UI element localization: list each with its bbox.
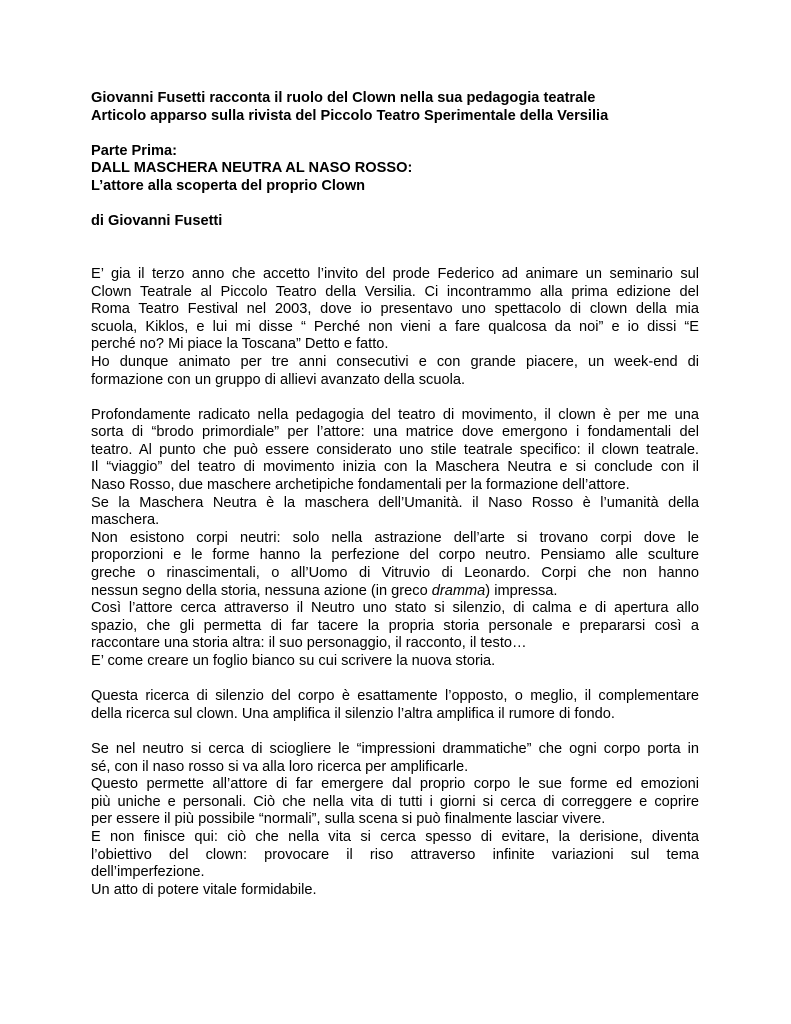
text-line: sé, con il naso rosso si va alla loro ricerca per amplificarle. <box>91 758 469 775</box>
text-line: spazio, che gli permetta di far tacere la propria storia personale e prepararsi così a <box>91 617 699 634</box>
text-line: E non finisce qui: ciò che nella vita si cerca spesso di evitare, la derisione, diventa <box>91 828 699 845</box>
article-header <box>91 90 699 125</box>
text-segment: nessun segno della storia, nessuna azione (in greco <box>91 582 432 599</box>
paragraph-2 <box>91 407 699 671</box>
text-line: Se la Maschera Neutra è la maschera dell’Umanità. il Naso Rosso è l’umanità della <box>91 494 699 511</box>
section-subtitle: L’attore alla scoperta del proprio Clown <box>91 177 366 194</box>
text-line: greche o rinascimentali, o all’Uomo di Vitruvio di Leonardo. Corpi che non hanno <box>91 565 699 582</box>
text-line: sorta di “brodo primordiale” per l’attore: una matrice dove emergono i fondamentali del <box>91 424 699 441</box>
section-heading <box>91 143 699 196</box>
article-title: Giovanni Fusetti racconta il ruolo del Clown nella sua pedagogia teatrale <box>91 90 596 106</box>
text-line: scuola, Kiklos, e lui mi disse “ Perché non vieni a fare qualcosa da noi” e io dissi “E <box>91 318 699 335</box>
text-line: Roma Teatro Festival nel 2003, dove io presentavo uno spettacolo di clown della mia <box>91 301 699 318</box>
text-line: Profondamente radicato nella pedagogia del teatro di movimento, il clown è per me una <box>91 406 699 423</box>
text-line: più uniche e personali. Ciò che nella vita di tutti i giorni si cerca di correggere e coprire <box>91 793 699 810</box>
text-line: dell’imperfezione. <box>91 864 205 881</box>
text-line: Clown Teatrale al Piccolo Teatro della Versilia. Ci incontrammo alla prima edizione del <box>91 283 699 300</box>
text-line: E’ come creare un foglio bianco su cui scrivere la nuova storia. <box>91 653 496 669</box>
text-line: l’obiettivo del clown: provocare il riso attraverso infinite variazioni sul tema <box>91 846 699 863</box>
text-line: maschera. <box>91 512 160 529</box>
text-line: Un atto di potere vitale formidabile. <box>91 881 317 898</box>
text-line: Ho dunque animato per tre anni consecutivi e con grande piacere, un week-end di <box>91 353 699 370</box>
text-line <box>91 583 699 601</box>
paragraph-3 <box>91 688 699 723</box>
text-line: formazione con un gruppo di allievi avanzato della scuola. <box>91 371 465 388</box>
text-line: Così l’attore cerca attraverso il Neutro uno stato si silenzio, di calma e di apertura allo <box>91 600 699 617</box>
text-line: Naso Rosso, due maschere archetipiche fondamentali per la formazione dell’attore. <box>91 477 630 494</box>
paragraph-1 <box>91 266 699 389</box>
text-line: Se nel neutro si cerca di sciogliere le “impressioni drammatiche” che ogni corpo porta in <box>91 740 699 757</box>
part-label: Parte Prima: <box>91 142 177 159</box>
italic-word: dramma <box>431 582 486 599</box>
text-line: proporzioni e le forme hanno la perfezione del corpo neutro. Pensiamo alle sculture <box>91 547 699 564</box>
text-line: per essere il più possibile “normali”, sulla scena si può finalmente lasciar vivere. <box>91 811 606 828</box>
text-line: E’ gia il terzo anno che accetto l’invito del prode Federico ad animare un seminario sul <box>91 265 699 282</box>
text-line: teatro. Al punto che può essere considerato uno stile teatrale specifico: il clown teatrale. <box>91 441 699 458</box>
text-segment: ) impressa. <box>485 582 558 599</box>
text-line: Il “viaggio” del teatro di movimento inizia con la Maschera Neutra e si conclude con il <box>91 459 699 476</box>
text-line: Questo permette all’attore di far emergere dal proprio corpo le sue forme ed emozioni <box>91 776 699 793</box>
text-line: perché no? Mi piace la Toscana” Detto e fatto. <box>91 336 389 353</box>
text-line: della ricerca sul clown. Una amplifica il silenzio l’altra amplifica il rumore di fondo. <box>91 705 615 722</box>
text-line: Questa ricerca di silenzio del corpo è esattamente l’opposto, o meglio, il complementare <box>91 688 699 705</box>
byline: di Giovanni Fusetti <box>91 213 223 230</box>
text-line: Non esistono corpi neutri: solo nella astrazione dell’arte si trovano corpi dove le <box>91 529 699 546</box>
paragraph-4 <box>91 741 699 899</box>
text-line: raccontare una storia altra: il suo personaggio, il racconto, il testo… <box>91 635 527 652</box>
article-source: Articolo apparso sulla rivista del Piccolo Teatro Sperimentale della Versilia <box>91 107 609 124</box>
document-page <box>91 90 699 917</box>
section-title: DALL MASCHERA NEUTRA AL NASO ROSSO: <box>91 160 413 177</box>
